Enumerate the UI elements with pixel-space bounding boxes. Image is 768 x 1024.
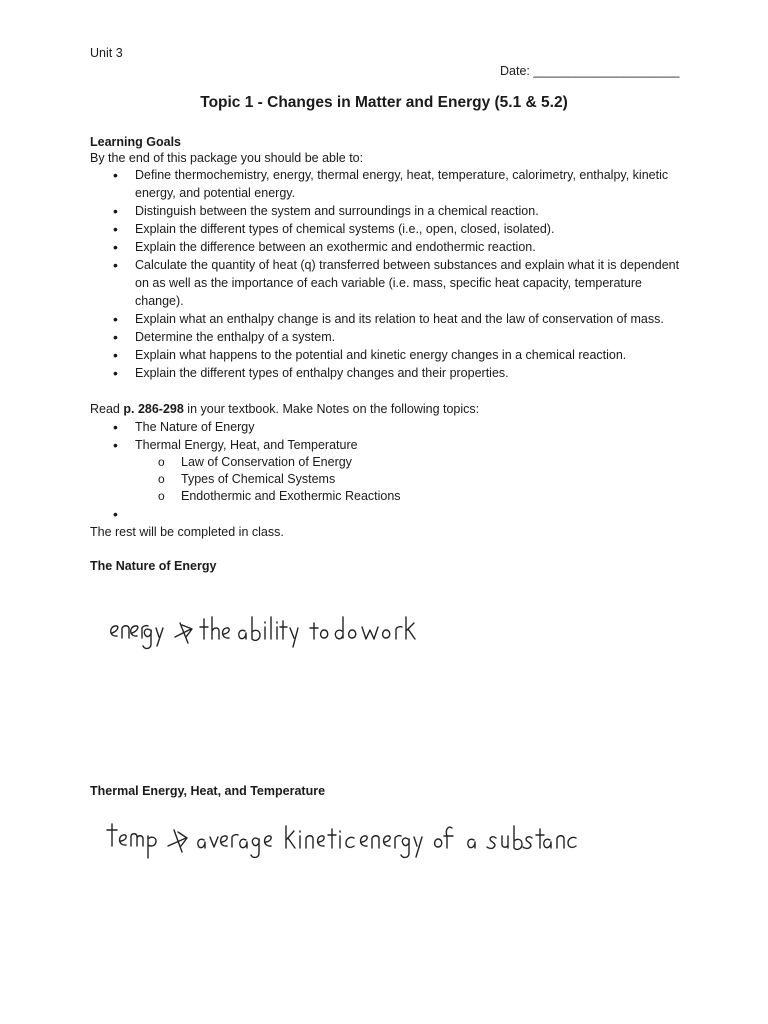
subtopic-list bbox=[135, 454, 650, 505]
handwritten-note-temperature bbox=[100, 814, 580, 870]
date-field: Date: _____________________ bbox=[500, 64, 680, 78]
subtopic-item: o Endothermic and Exothermic Reactions bbox=[135, 488, 650, 505]
learning-goals-heading: Learning Goals bbox=[90, 135, 181, 149]
goal-item: • Explain what an enthalpy change is and its relation to heat and the law of conservation of mass. bbox=[90, 310, 690, 328]
goal-item: • Determine the enthalpy of a system. bbox=[90, 328, 690, 346]
learning-goals-list bbox=[90, 166, 690, 382]
topic-item-empty bbox=[90, 505, 650, 523]
reading-topics-list bbox=[90, 418, 650, 523]
topic-label: The Nature of Energy bbox=[135, 420, 255, 434]
subtopic-item: o Law of Conservation of Energy bbox=[135, 454, 650, 471]
learning-goals-intro: By the end of this package you should be able to: bbox=[90, 151, 364, 165]
goal-item: • Explain the difference between an exothermic and endothermic reaction. bbox=[90, 238, 690, 256]
goal-item: • Explain the different types of chemical systems (i.e., open, closed, isolated). bbox=[90, 220, 690, 238]
reading-pages: p. 286-298 bbox=[123, 402, 184, 416]
reading-instruction bbox=[90, 402, 479, 416]
topic-item bbox=[90, 418, 650, 436]
page-title: Topic 1 - Changes in Matter and Energy (5.1 & 5.2) bbox=[200, 94, 568, 111]
unit-label: Unit 3 bbox=[90, 46, 123, 60]
topic-item bbox=[90, 436, 650, 505]
goal-item: • Distinguish between the system and surroundings in a chemical reaction. bbox=[90, 202, 690, 220]
section-heading-thermal-energy: Thermal Energy, Heat, and Temperature bbox=[90, 784, 326, 798]
goal-item: • Explain the different types of enthalpy changes and their properties. bbox=[90, 364, 690, 382]
goal-item: • Define thermochemistry, energy, thermal energy, heat, temperature, calorimetry, enthalpy, kinetic energy, and potential energy. bbox=[90, 166, 690, 202]
section-heading-nature-of-energy: The Nature of Energy bbox=[90, 559, 217, 573]
reading-suffix: in your textbook. Make Notes on the following topics: bbox=[183, 402, 480, 416]
closing-note: The rest will be completed in class. bbox=[90, 525, 284, 539]
handwritten-note-energy bbox=[100, 605, 420, 655]
subtopic-item: o Types of Chemical Systems bbox=[135, 471, 650, 488]
goal-item: • Calculate the quantity of heat (q) transferred between substances and explain what it is dependent on as well as the importance of each variable (i.e. mass, specific heat capacity, temperature change). bbox=[90, 256, 690, 310]
topic-label: Thermal Energy, Heat, and Temperature bbox=[135, 438, 358, 452]
goal-item: • Explain what happens to the potential and kinetic energy changes in a chemical reaction. bbox=[90, 346, 690, 364]
reading-prefix: Read bbox=[90, 402, 124, 416]
